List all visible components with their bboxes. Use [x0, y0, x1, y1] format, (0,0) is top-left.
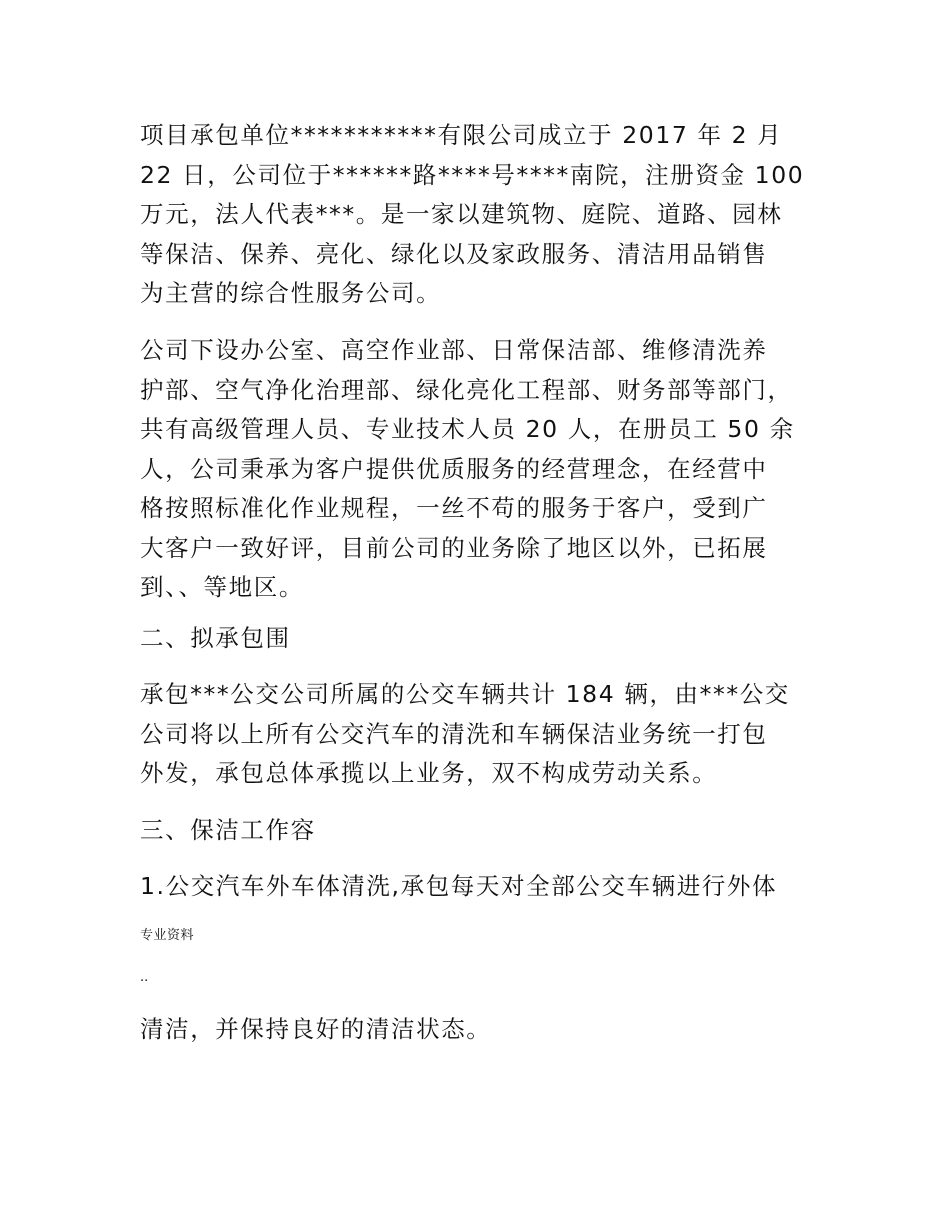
text-line: 人，公司秉承为客户提供优质服务的经营理念，在经营中 [140, 454, 768, 483]
text-line: 为主营的综合性服务公司。 [140, 279, 442, 307]
text-line: 护部、空气净化治理部、绿化亮化工程部、财务部等部门， [140, 375, 793, 404]
text-line: 承包***公交公司所属的公交车辆共计 184 辆，由***公交 [140, 680, 790, 708]
text-line: 清洁，并保持良好的清洁状态。 [140, 1015, 492, 1043]
text-line: 等保洁、保养、亮化、绿化以及家政服务、清洁用品销售 [140, 239, 768, 268]
section-heading: 二、拟承包围 [140, 624, 291, 652]
text-line: 公司下设办公室、高空作业部、日常保洁部、维修清洗养 [140, 336, 768, 364]
text-line: 共有高级管理人员、专业技术人员 20 人，在册员工 50 余 [140, 415, 795, 443]
paragraph-company-intro [140, 116, 820, 314]
text-line: 外发，承包总体承揽以上业务，双不构成劳动关系。 [140, 759, 718, 787]
text-line: 1.公交汽车外车体清洗,承包每天对全部公交车辆进行外体 [140, 872, 778, 900]
paragraph-scope [140, 675, 820, 794]
text-line: 22 日，公司位于******路****号****南院，注册资金 100 [140, 160, 805, 189]
paragraph-continuation [140, 1010, 820, 1050]
section-heading: 三、保洁工作容 [140, 816, 316, 844]
text-line: 项目承包单位***********有限公司成立于 2017 年 2 月 [140, 121, 783, 149]
section-heading-work-content [140, 811, 820, 851]
text-line: 到、、等地区。 [140, 573, 304, 601]
footer-label: 专业资料 [140, 928, 195, 943]
text-line: 大客户一致好评，目前公司的业务除了地区以外，已拓展 [140, 533, 768, 562]
text-line: 公司将以上所有公交汽车的清洗和车辆保洁业务统一打包 [140, 719, 768, 748]
text-line: 格按照标准化作业规程，一丝不苟的服务于客户，受到广 [140, 494, 768, 522]
paragraph-company-structure [140, 331, 820, 608]
list-item-1 [140, 867, 820, 907]
footer-dots: .. [140, 970, 149, 985]
section-heading-scope [140, 619, 820, 659]
text-line: 万元，法人代表***。是一家以建筑物、庭院、道路、园林 [140, 200, 783, 228]
